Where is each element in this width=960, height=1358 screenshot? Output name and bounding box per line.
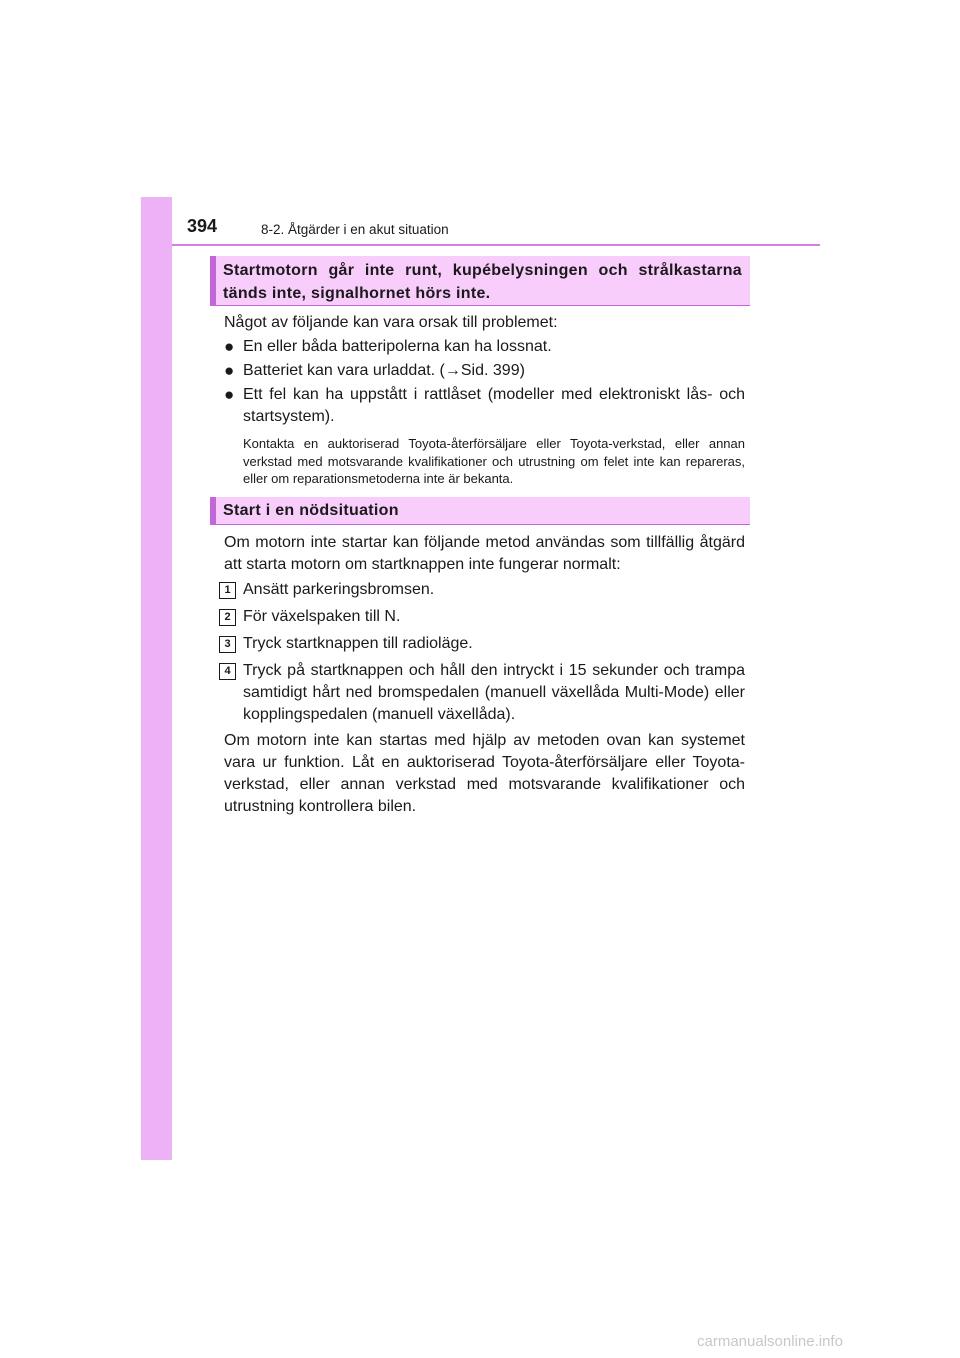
emergency-intro: Om motorn inte startar kan följande metod användas som tillfällig åtgärd att starta motorn om startknappen inte fungerar normalt: <box>224 534 745 573</box>
step-text: Ansätt parkeringsbromsen. <box>243 581 435 598</box>
section-title: 8-2. Åtgärder i en akut situation <box>261 222 449 237</box>
bullet-text: Ett fel kan ha uppstått i rattlåset (modeller med elektroniskt lås- och startsystem). <box>243 386 745 425</box>
bullet-item <box>224 336 745 358</box>
step-text: Tryck på startknappen och håll den intryckt i 15 sekunder och trampa samtidigt hårt ned bromspedalen (manuell växellåda Multi-Mode) eller kopplingspedalen (manuell växellåda). <box>243 662 745 723</box>
contact-note: Kontakta en auktoriserad Toyota-återförsäljare eller Toyota-verkstad, eller annan verkstad med motsvarande kvalifikationer och utrustning om felet inte kan repareras, eller om reparationsmetoderna inte är bekanta. <box>243 436 745 486</box>
step-item <box>219 606 745 628</box>
step-number: 4 <box>219 663 236 680</box>
section-heading-problem: Startmotorn går inte runt, kupébelysningen och strålkastarna tänds inte, signalhornet hörs inte. <box>210 256 750 306</box>
bullet-item <box>224 384 745 428</box>
header-rule <box>172 244 820 246</box>
bullet-icon: ● <box>224 361 235 380</box>
bullet-text: Batteriet kan vara urladdat. (→Sid. 399) <box>243 362 525 379</box>
step-item <box>219 660 745 726</box>
step-item <box>219 579 745 601</box>
step-text: För växelspaken till N. <box>243 608 401 625</box>
step-number: 3 <box>219 636 236 653</box>
bullet-icon: ● <box>224 385 235 404</box>
chapter-sidebar-tab <box>141 197 172 1160</box>
bullet-text: En eller båda batteripolerna kan ha lossnat. <box>243 338 552 355</box>
step-number: 2 <box>219 609 236 626</box>
problem-intro: Något av följande kan vara orsak till problemet: <box>224 314 558 331</box>
section-heading-emergency-start: Start i en nödsituation <box>210 497 750 525</box>
watermark: carmanualsonline.info <box>697 1333 843 1350</box>
page-number: 394 <box>187 216 218 236</box>
step-item <box>219 633 745 655</box>
bullet-icon: ● <box>224 337 235 356</box>
step-text: Tryck startknappen till radioläge. <box>243 635 473 652</box>
bullet-item <box>224 360 745 382</box>
step-number: 1 <box>219 582 236 599</box>
emergency-outro: Om motorn inte kan startas med hjälp av metoden ovan kan systemet vara ur funktion. Låt en auktoriserad Toyota-återförsäljare eller Toyota-verkstad, eller annan verkstad med motsvarande kvalifikationer och utrustning kontrollera bilen. <box>224 732 745 815</box>
